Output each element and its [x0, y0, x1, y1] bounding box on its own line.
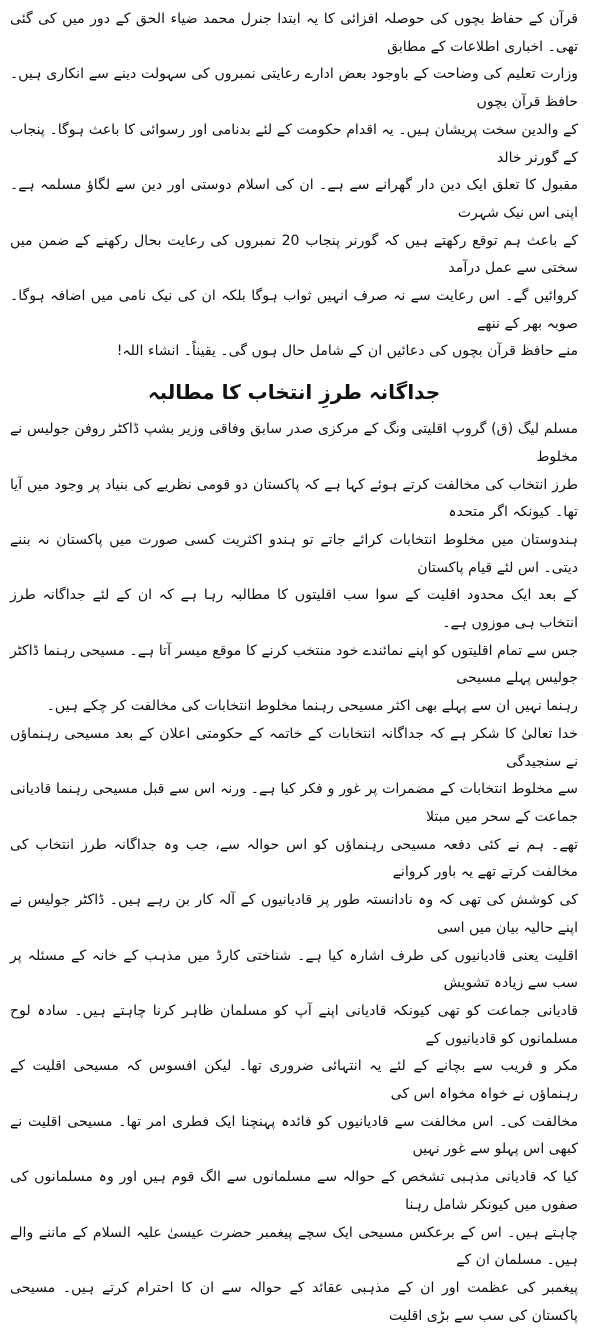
- text-line: رہنما نہیں ان سے پہلے بھی اکثر مسیحی رہنما مخلوط انتخابات کی مخالفت کر چکے ہیں۔: [46, 698, 578, 715]
- paragraph-separate-electorate: [10, 416, 578, 721]
- text-line: طرز انتخاب کی مخالفت کرتے ہوئے کہا ہے کہ پاکستان دو قومی نظریے کی بنیاد پر وجود میں آیا تھا۔ کیونکہ اگر متحدہ: [10, 476, 578, 521]
- text-line: کروائیں گے۔ اس رعایت سے نہ صرف انہیں ثواب ہوگا بلکہ ان کی نیک نامی میں اضافہ ہوگا۔ صوبہ بھر کے ننھے: [10, 288, 578, 332]
- section-heading-wrap: [10, 372, 578, 412]
- text-line: پیغمبر کی عظمت اور ان کے مذہبی عقائد کے حوالہ سے ان کا احترام کرتے ہیں۔ مسیحی پاکستان کی سب سے بڑی اقلیت: [10, 1279, 578, 1324]
- text-line: کے والدین سخت پریشان ہیں۔ یہ اقدام حکومت کے لئے بدنامی اور رسوائی کا باعث ہوگا۔ پنجاب کے گورنر خالد: [10, 121, 578, 166]
- text-line: مکر و فریب سے بچانے کے لئے یہ انتہائی ضروری تھا۔ لیکن افسوس کہ مسیحی اقلیت کے رہنماؤں نے خواہ مخواہ اس کی: [10, 1058, 578, 1103]
- paragraph-hafiz-quran: [10, 6, 578, 366]
- text-line: کے بعد ایک محدود اقلیت کے سوا سب اقلیتوں کا مطالبہ رہا ہے کہ ان کے لئے جداگانہ طرز انتخاب ہی موزوں ہے۔: [10, 587, 578, 632]
- text-line: مقبول کا تعلق ایک دین دار گھرانے سے ہے۔ ان کی اسلام دوستی اور دین سے لگاؤ مسلمہ ہے۔ اپنی اس نیک شہرت: [10, 177, 578, 221]
- text-line: جس سے تمام اقلیتوں کو اپنے نمائندے خود منتخب کرنے کا موقع میسر آتا ہے۔ مسیحی رہنما ڈاکٹر جولیس پہلے مسیحی: [10, 642, 578, 687]
- text-line: کیا کہ قادیانی مذہبی تشخص کے حوالہ سے مسلمانوں سے الگ قوم ہیں اور وہ مسلمانوں کی صفوں میں کیونکر شامل رہنا: [10, 1169, 578, 1213]
- text-line: اقلیت یعنی قادیانیوں کی طرف اشارہ کیا ہے۔ شناختی کارڈ میں مذہب کے خانہ کے مسئلہ پر سب سے زیادہ تشویش: [10, 947, 578, 992]
- text-line: قادیانی جماعت کو تھی کیونکہ قادیانی اپنے آپ کو مسلمان ظاہر کرنا چاہتے ہیں۔ سادہ لوح مسلمانوں کو قادیانیوں کے: [10, 1002, 578, 1047]
- text-line: تھے۔ ہم نے کئی دفعہ مسیحی رہنماؤں کو اس حوالہ سے، جب وہ جداگانہ طرز انتخاب کی مخالفت کرتے تھے یہ باور کروانے: [10, 836, 578, 881]
- text-line: منے حافظ قرآن بچوں کی دعائیں ان کے شامل حال ہوں گی۔ یقیناً۔ انشاء اللہ!: [116, 343, 578, 360]
- paragraph-christian-leaders: [10, 721, 578, 1330]
- text-line: قرآن کے حفاظ بچوں کی حوصلہ افزائی کا یہ ابتدا جنرل محمد ضیاء الحق کے دور میں کی گئی تھی۔ اخباری اطلاعات کے مطابق: [10, 11, 578, 55]
- text-line: ہندوستان میں مخلوط انتخابات کرائے جاتے تو ہندو اکثریت کسی صورت میں پاکستان نہ بننے دیتی۔ اس لئے قیام پاکستان: [10, 531, 578, 576]
- text-line: چاہتے ہیں۔ اس کے برعکس مسیحی ایک سچے پیغمبر حضرت عیسیٰ علیہ السلام کے ماننے والے ہیں۔ مسلمان ان کے: [10, 1224, 578, 1269]
- text-line: خدا تعالیٰ کا شکر ہے کہ جداگانہ انتخابات کے خاتمہ کے حکومتی اعلان کے بعد مسیحی رہنماؤں نے سنجیدگی: [10, 725, 578, 770]
- text-line: وزارت تعلیم کی وضاحت کے باوجود بعض ادارے رعایتی نمبروں کی سہولت دینے سے انکاری ہیں۔ حافظ قرآن بچوں: [10, 66, 578, 111]
- text-line: مسلم لیگ (ق) گروپ اقلیتی ونگ کے مرکزی صدر سابق وفاقی وزیر بشپ ڈاکٹر روفن جولیس نے مخلوط: [10, 421, 578, 465]
- text-line: مخالفت کی۔ اس مخالفت سے قادیانیوں کو فائدہ پہنچنا ایک فطری امر تھا۔ مسیحی اقلیت نے کبھی اس پہلو سے غور نہیں: [10, 1113, 578, 1158]
- text-line: کے باعث ہم توقع رکھتے ہیں کہ گورنر پنجاب 20 نمبروں کی رعایت بحال رکھنے کے ضمن میں سختی سے عمل درآمد: [10, 232, 578, 277]
- section-heading: جداگانہ طرزِ انتخاب کا مطالبہ: [147, 380, 441, 405]
- text-line: سے مخلوط انتخابات کے مضمرات پر غور و فکر کیا ہے۔ ورنہ اس سے قبل مسیحی رہنما قادیانی جماعت کے سحر میں مبتلا: [10, 781, 578, 825]
- text-line: کی کوشش کی تھی کہ وہ نادانستہ طور پر قادیانیوں کے آلہ کار بن رہے ہیں۔ ڈاکٹر جولیس نے اپنے حالیہ بیان میں اسی: [10, 892, 578, 936]
